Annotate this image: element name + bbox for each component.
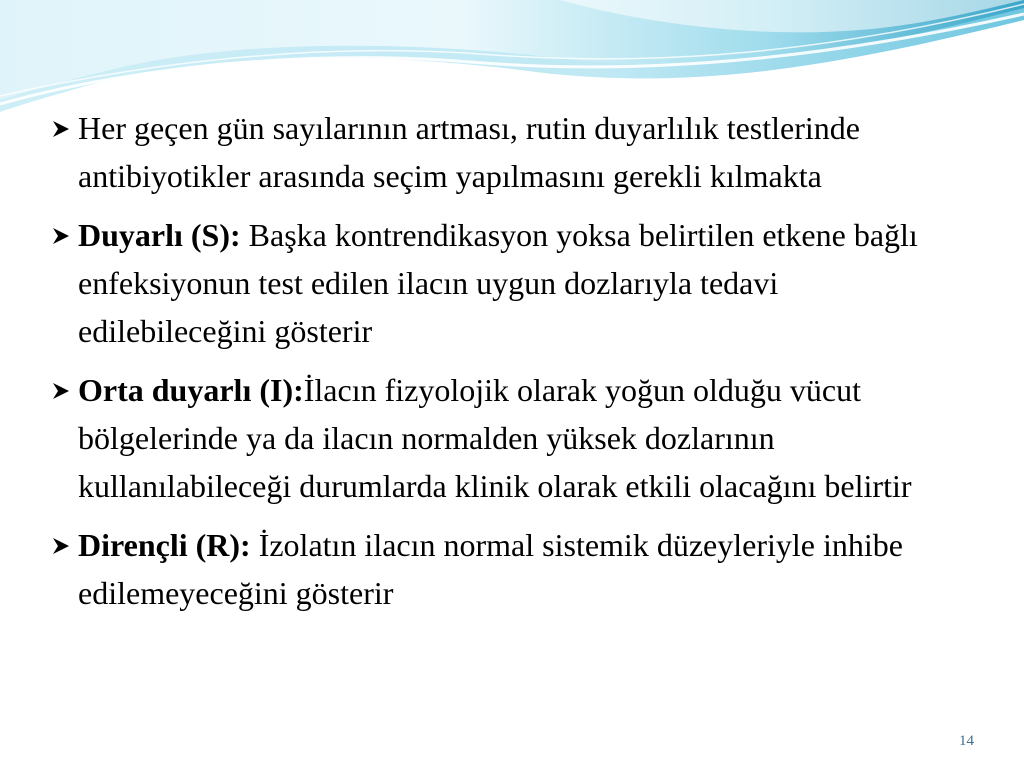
arrow-bullet-icon	[48, 521, 78, 569]
bullet-term: Orta duyarlı (I):	[78, 372, 304, 408]
bullet-list	[48, 104, 968, 628]
arrow-bullet-icon	[48, 211, 78, 259]
bullet-item	[48, 104, 968, 200]
bullet-item	[48, 211, 968, 355]
bullet-item	[48, 366, 968, 510]
bullet-text: İlacın fizyolojik olarak yoğun olduğu vücut bölgelerinde ya da ilacın normalden yüksek dozlarının kullanılabileceği durumlarda klinik olarak etkili olacağını belirtir	[78, 372, 912, 504]
bullet-term: Duyarlı (S):	[78, 217, 241, 253]
header-wave-decoration	[0, 0, 1024, 120]
arrow-bullet-icon	[48, 104, 78, 152]
page-number: 14	[959, 733, 974, 749]
bullet-text: Başka kontrendikasyon yoksa belirtilen etkene bağlı enfeksiyonun test edilen ilacın uygun dozlarıyla tedavi edilebileceğini gösterir	[78, 217, 918, 349]
bullet-term: Dirençli (R):	[78, 527, 251, 563]
bullet-item	[48, 521, 968, 617]
bullet-text: İzolatın ilacın normal sistemik düzeyleriyle inhibe edilemeyeceğini gösterir	[78, 527, 903, 611]
bullet-text: Her geçen gün sayılarının artması, rutin duyarlılık testlerinde antibiyotikler arasında seçim yapılmasını gerekli kılmakta	[78, 110, 860, 194]
arrow-bullet-icon	[48, 366, 78, 414]
